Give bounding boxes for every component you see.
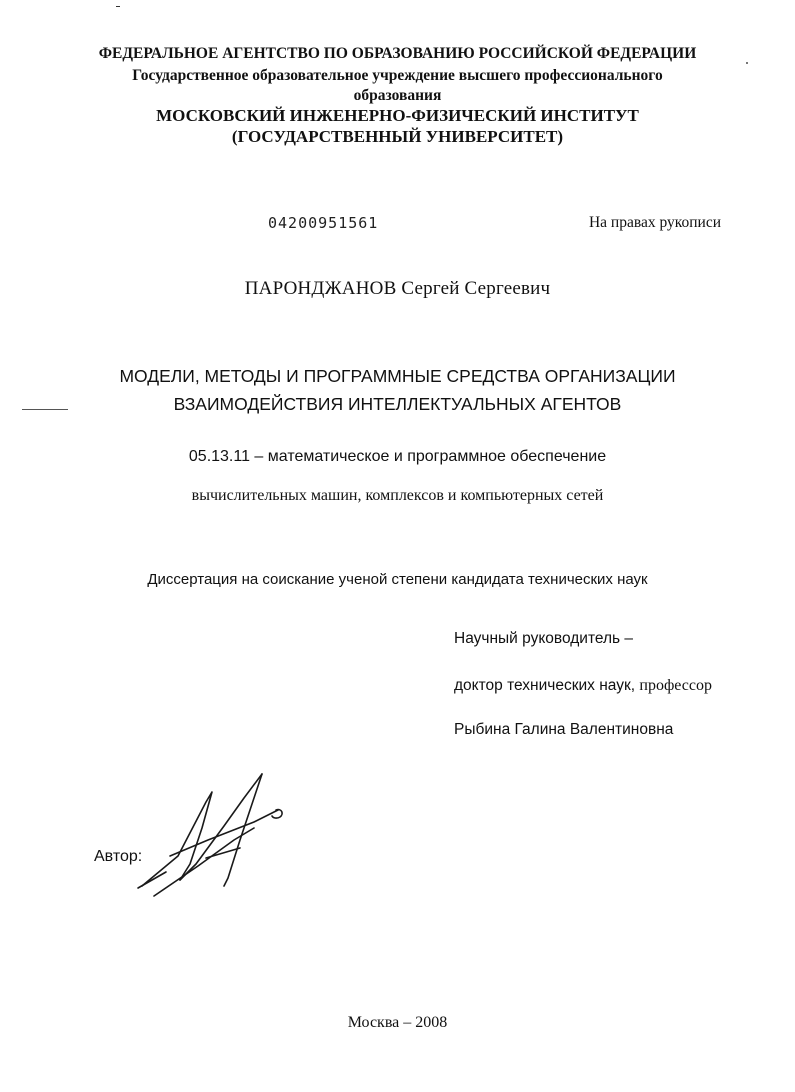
- institute-status: (ГОСУДАРСТВЕННЫЙ УНИВЕРСИТЕТ): [231, 127, 564, 146]
- author-signature: [136, 768, 296, 903]
- institute-name: МОСКОВСКИЙ ИНЖЕНЕРНО-ФИЗИЧЕСКИЙ ИНСТИТУТ: [156, 106, 639, 125]
- supervisor-degree: [454, 677, 712, 695]
- manuscript-rights: На правах рукописи: [588, 214, 721, 231]
- thesis-title-line2: ВЗАИМОДЕЙСТВИЯ ИНТЕЛЛЕКТУАЛЬНЫХ АГЕНТОВ: [173, 394, 622, 414]
- thesis-title-line1: МОДЕЛИ, МЕТОДЫ И ПРОГРАММНЫЕ СРЕДСТВА ОРГАНИЗАЦИИ: [119, 366, 676, 386]
- catalog-code: 04200951561: [268, 214, 379, 232]
- degree-statement: Диссертация на соискание ученой степени кандидата технических наук: [147, 571, 648, 588]
- supervisor-name: Рыбина Галина Валентиновна: [454, 721, 674, 738]
- author-name: ПАРОНДЖАНОВ Сергей Сергеевич: [244, 278, 551, 299]
- institution-type-line1: Государственное образовательное учреждение высшего профессионального: [132, 67, 663, 84]
- supervisor-degree-text: доктор технических наук,: [454, 677, 636, 694]
- specialty-code-line: 05.13.11 – математическое и программное обеспечение: [188, 448, 607, 465]
- supervisor-title: профессор: [639, 677, 713, 694]
- specialty-description-line: вычислительных машин, комплексов и компьютерных сетей: [191, 487, 604, 504]
- supervisor-label: Научный руководитель –: [454, 630, 634, 647]
- city-year: Москва – 2008: [347, 1014, 448, 1031]
- author-label: Автор:: [94, 848, 143, 865]
- institution-type-line2: образования: [353, 87, 442, 104]
- agency-name: ФЕДЕРАЛЬНОЕ АГЕНТСТВО ПО ОБРАЗОВАНИЮ РОССИЙСКОЙ ФЕДЕРАЦИИ: [98, 45, 697, 62]
- scan-mark-top: [116, 6, 120, 7]
